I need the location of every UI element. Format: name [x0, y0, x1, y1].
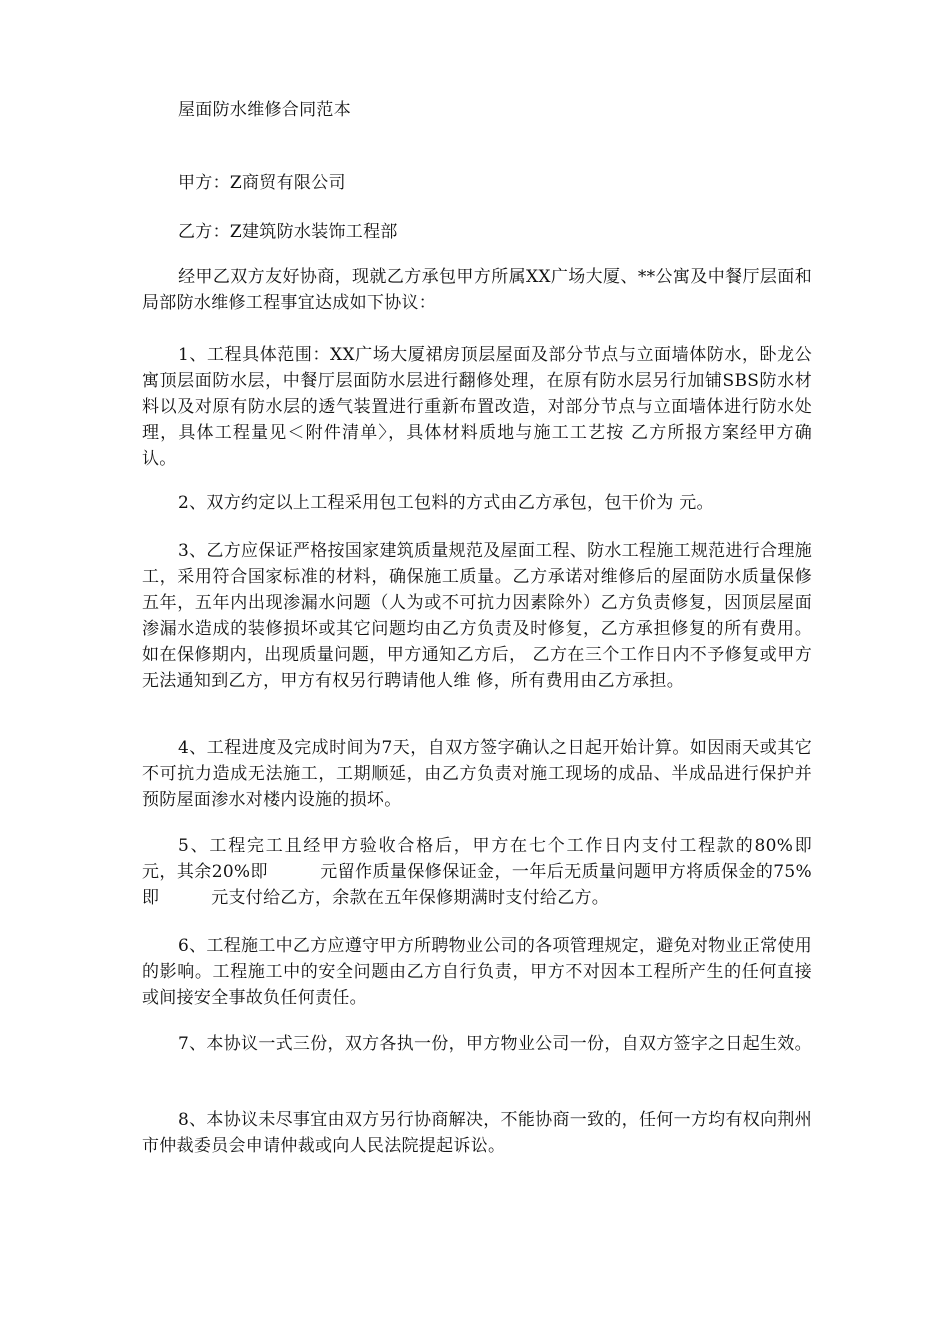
- clause-text: 1、工程具体范围：XX广场大厦裙房顶层屋面及部分节点与立面墙体防水，卧龙公寓顶层面防水层，中餐厅层面防水层进行翻修处理，在原有防水层另行加铺SBS防水材料以及对原有防水层的透气装置进行重新布置改造，对部分节点与立面墙体进行防水处理，具体工程量见＜附件清单〉，具体材料质地与施工工艺按 乙方所报方案经甲方确认。: [142, 345, 812, 469]
- clause-3: [142, 538, 812, 694]
- clause-text: 6、工程施工中乙方应遵守甲方所聘物业公司的各项管理规定，避免对物业正常使用的影响。工程施工中的安全问题由乙方自行负责，甲方不对因本工程所产生的任何直接或间接安全事故负任何责任。: [142, 936, 812, 1008]
- clause-text: 8、本协议未尽事宜由双方另行协商解决，不能协商一致的，任何一方均有权向荆州市仲裁委员会申请仲裁或向人民法院提起诉讼。: [142, 1110, 812, 1156]
- clause-7: [142, 1031, 812, 1057]
- clause-2: [142, 490, 812, 516]
- intro-text: 经甲乙双方友好协商，现就乙方承包甲方所属XX广场大厦、**公寓及中餐厅层面和局部防水维修工程事宜达成如下协议：: [142, 267, 812, 313]
- clause-8: [142, 1107, 812, 1159]
- clause-text: 2、双方约定以上工程采用包工包料的方式由乙方承包，包干价为 元。: [178, 493, 714, 513]
- intro-paragraph: [142, 264, 812, 316]
- clause-4: [142, 735, 812, 813]
- clause-text: 7、本协议一式三份，双方各执一份，甲方物业公司一份，自双方签字之日起生效。: [178, 1034, 812, 1054]
- party-a-line: 甲方：Z商贸有限公司: [178, 173, 346, 193]
- document-title: 屋面防水维修合同范本: [178, 100, 351, 120]
- clause-text: 3、乙方应保证严格按国家建筑质量规范及屋面工程、防水工程施工规范进行合理施工，采用符合国家标准的材料，确保施工质量。乙方承诺对维修后的屋面防水质量保修五年，五年内出现渗漏水问题（人为或不可抗力因素除外）乙方负责修复，因顶层屋面渗漏水造成的装修损坏或其它问题均由乙方负责及时修复，乙方承担修复的所有费用。如在保修期内，出现质量问题，甲方通知乙方后， 乙方在三个工作日内不予修复或甲方无法通知到乙方，甲方有权另行聘请他人维 修，所有费用由乙方承担。: [142, 541, 812, 691]
- clause-5: [142, 833, 847, 911]
- clause-6: [142, 933, 812, 1011]
- clause-1: [142, 342, 812, 472]
- clause-text: 5、工程完工且经甲方验收合格后，甲方在七个工作日内支付工程款的80%即 元，其余20%即 元留作质量保修保证金，一年后无质量问题甲方将质保金的75%即 元支付给乙方，余款在五年保修期满时支付给乙方。: [142, 836, 847, 908]
- party-b-line: 乙方：Z建筑防水装饰工程部: [178, 222, 398, 242]
- clause-text: 4、工程进度及完成时间为7天，自双方签字确认之日起开始计算。如因雨天或其它不可抗力造成无法施工，工期顺延，由乙方负责对施工现场的成品、半成品进行保护并预防屋面渗水对楼内设施的损坏。: [142, 738, 812, 810]
